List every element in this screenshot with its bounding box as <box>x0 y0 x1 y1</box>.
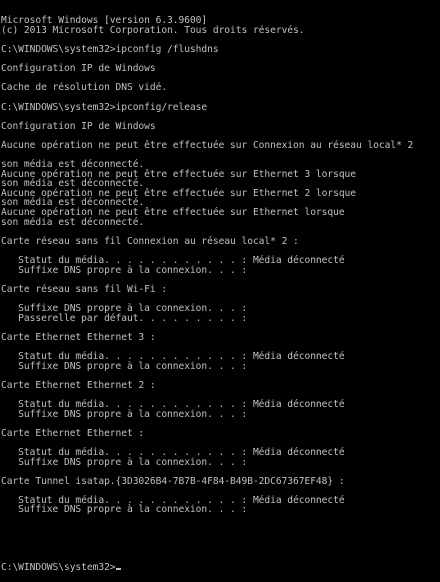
console-line: Suffixe DNS propre à la connexion. . . : <box>1 360 248 372</box>
console-line: Statut du média. . . . . . . . . . . . : Média déconnecté <box>1 494 345 506</box>
console-line: Statut du média. . . . . . . . . . . . : Média déconnecté <box>1 398 345 410</box>
console-line: Suffixe DNS propre à la connexion. . . : <box>1 408 248 420</box>
console-line: Carte Ethernet Ethernet 3 : <box>1 331 156 343</box>
console-line: Carte réseau sans fil Connexion au réseau local* 2 : <box>1 235 299 247</box>
console-line: Passerelle par défaut. . . . . . . . . : <box>1 312 248 324</box>
console-line: Suffixe DNS propre à la connexion. . . : <box>1 504 248 516</box>
console-line: Carte Tunnel isatap.{3D3026B4-7B7B-4F84-B49B-2DC67367EF48} : <box>1 475 345 487</box>
console-line: Statut du média. . . . . . . . . . . . : Média déconnecté <box>1 350 345 362</box>
command-prompt-row[interactable] <box>1 563 439 573</box>
console-line: Microsoft Windows [version 6.3.9600] <box>1 15 208 27</box>
console-line: Configuration IP de Windows <box>1 63 156 75</box>
console-line: Carte Ethernet Ethernet 2 : <box>1 379 156 391</box>
console-line: son média est déconnecté. <box>1 159 145 171</box>
console-line: Aucune opération ne peut être effectuée sur Connexion au réseau local* 2 <box>1 139 414 151</box>
console-line: son média est déconnecté. <box>1 216 145 228</box>
console-line: son média est déconnecté. <box>1 178 145 190</box>
console-line: Aucune opération ne peut être effectuée sur Ethernet 2 lorsque <box>1 187 357 199</box>
console-output <box>1 16 439 515</box>
console-line: Suffixe DNS propre à la connexion. . . : <box>1 264 248 276</box>
console-line: Cache de résolution DNS vidé. <box>1 82 168 94</box>
console-line: Aucune opération ne peut être effectuée sur Ethernet 3 lorsque <box>1 168 357 180</box>
console-line <box>1 534 439 544</box>
console-line: son média est déconnecté. <box>1 197 145 209</box>
console-line: Statut du média. . . . . . . . . . . . : Média déconnecté <box>1 255 345 267</box>
text-cursor <box>116 568 121 570</box>
console-line: C:\WINDOWS\system32>ipconfig /flushdns <box>1 43 219 55</box>
console-window[interactable] <box>1 0 439 574</box>
console-line: Statut du média. . . . . . . . . . . . : Média déconnecté <box>1 446 345 458</box>
console-line: C:\WINDOWS\system32>ipconfig/release <box>1 101 208 113</box>
console-line: Carte réseau sans fil Wi-Fi : <box>1 283 168 295</box>
console-line: Suffixe DNS propre à la connexion. . . : <box>1 456 248 468</box>
console-line: Suffixe DNS propre à la connexion. . . : <box>1 303 248 314</box>
console-line: Aucune opération ne peut être effectuée sur Ethernet lorsque <box>1 207 345 219</box>
console-line: (c) 2013 Microsoft Corporation. Tous droits réservés. <box>1 24 305 36</box>
console-line: Carte Ethernet Ethernet : <box>1 427 145 439</box>
console-line: Configuration IP de Windows <box>1 120 156 132</box>
command-prompt: C:\WINDOWS\system32> <box>1 562 116 574</box>
